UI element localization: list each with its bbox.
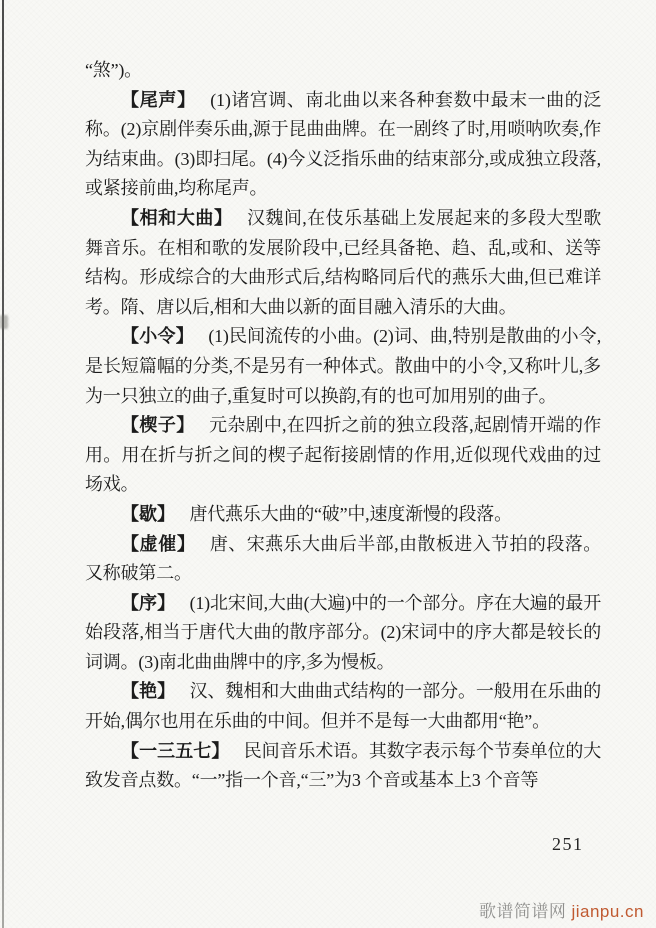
entry-definition: 民间音乐术语。其数字表示每个节奏单位的大致发音点数。“一”指一个音,“三”为3 个音或基本上3 个音等 <box>85 740 602 791</box>
dictionary-entry <box>85 589 601 678</box>
entry-term: 【艳】 <box>121 681 176 702</box>
dictionary-entry <box>85 677 601 736</box>
dictionary-entry <box>85 204 601 322</box>
entry-term: 【歇】 <box>121 503 175 524</box>
text-block <box>85 56 601 796</box>
entry-definition: (1)民间流传的小曲。(2)词、曲,特别是散曲的小令,是长短篇幅的分类,不是另有一种体式。散曲中的小令,又称叶儿,多为一只独立的曲子,重复时可以换韵,有的也可加用别的曲子。 <box>85 326 602 406</box>
watermark <box>479 897 644 922</box>
entry-definition: 唐、宋燕乐大曲后半部,由散板进入节拍的段落。又称破第二。 <box>85 533 601 584</box>
scan-smudge-mark <box>0 315 8 329</box>
entry-term: 【虚催】 <box>121 533 196 554</box>
scan-edge-line <box>2 0 4 928</box>
entry-term: 【一三五七】 <box>121 740 230 761</box>
entry-term: 【尾声】 <box>121 89 196 110</box>
entry-definition: (1)诸宫调、南北曲以来各种套数中最末一曲的泛称。(2)京剧伴奏乐曲,源于昆曲曲牌。在一剧终了时,用唢呐吹奏,作为结束曲。(3)即扫尾。(4)今义泛指乐曲的结束部分,或成独立段落,或紧接前曲,均称尾声。 <box>85 89 602 199</box>
entry-definition: 汉魏间,在伎乐基础上发展起来的多段大型歌舞音乐。在相和歌的发展阶段中,已经具备艳、趋、乱,或和、送等结构。形成综合的大曲形式后,结构略同后代的燕乐大曲,但已难详考。隋、唐以后,相和大曲以新的面目融入清乐的大曲。 <box>85 207 602 317</box>
entry-term: 【序】 <box>121 592 176 613</box>
continuation-paragraph: “煞”)。 <box>85 60 142 80</box>
dictionary-entry <box>85 500 601 530</box>
entry-term: 【相和大曲】 <box>121 207 233 228</box>
entry-definition: 元杂剧中,在四折之前的独立段落,起剧情开端的作用。用在折与折之间的楔子起衔接剧情的作用,近似现代戏曲的过场戏。 <box>85 415 602 495</box>
watermark-site-url: jianpu.cn <box>571 902 644 921</box>
entry-definition: (1)北宋间,大曲(大遍)中的一个部分。序在大遍的最开始段落,相当于唐代大曲的散序部分。(2)宋词中的序大都是较长的词调。(3)南北曲曲牌中的序,多为慢板。 <box>85 592 601 672</box>
watermark-site-name: 歌谱简谱网 <box>478 902 567 921</box>
dictionary-entry <box>85 411 601 500</box>
entry-definition: 唐代燕乐大曲的“破”中,速度渐慢的段落。 <box>189 503 512 524</box>
dictionary-entry <box>85 322 601 411</box>
entry-term: 【小令】 <box>121 326 194 347</box>
dictionary-entry <box>85 737 601 796</box>
dictionary-entry <box>85 530 601 589</box>
dictionary-entries <box>85 86 601 796</box>
dictionary-entry <box>85 86 601 204</box>
entry-term: 【楔子】 <box>121 415 195 436</box>
page-number: 251 <box>552 834 584 854</box>
entry-definition: 汉、魏相和大曲曲式结构的一部分。一般用在乐曲的开始,偶尔也用在乐曲的中间。但并不是每一大曲都用“艳”。 <box>85 681 601 732</box>
